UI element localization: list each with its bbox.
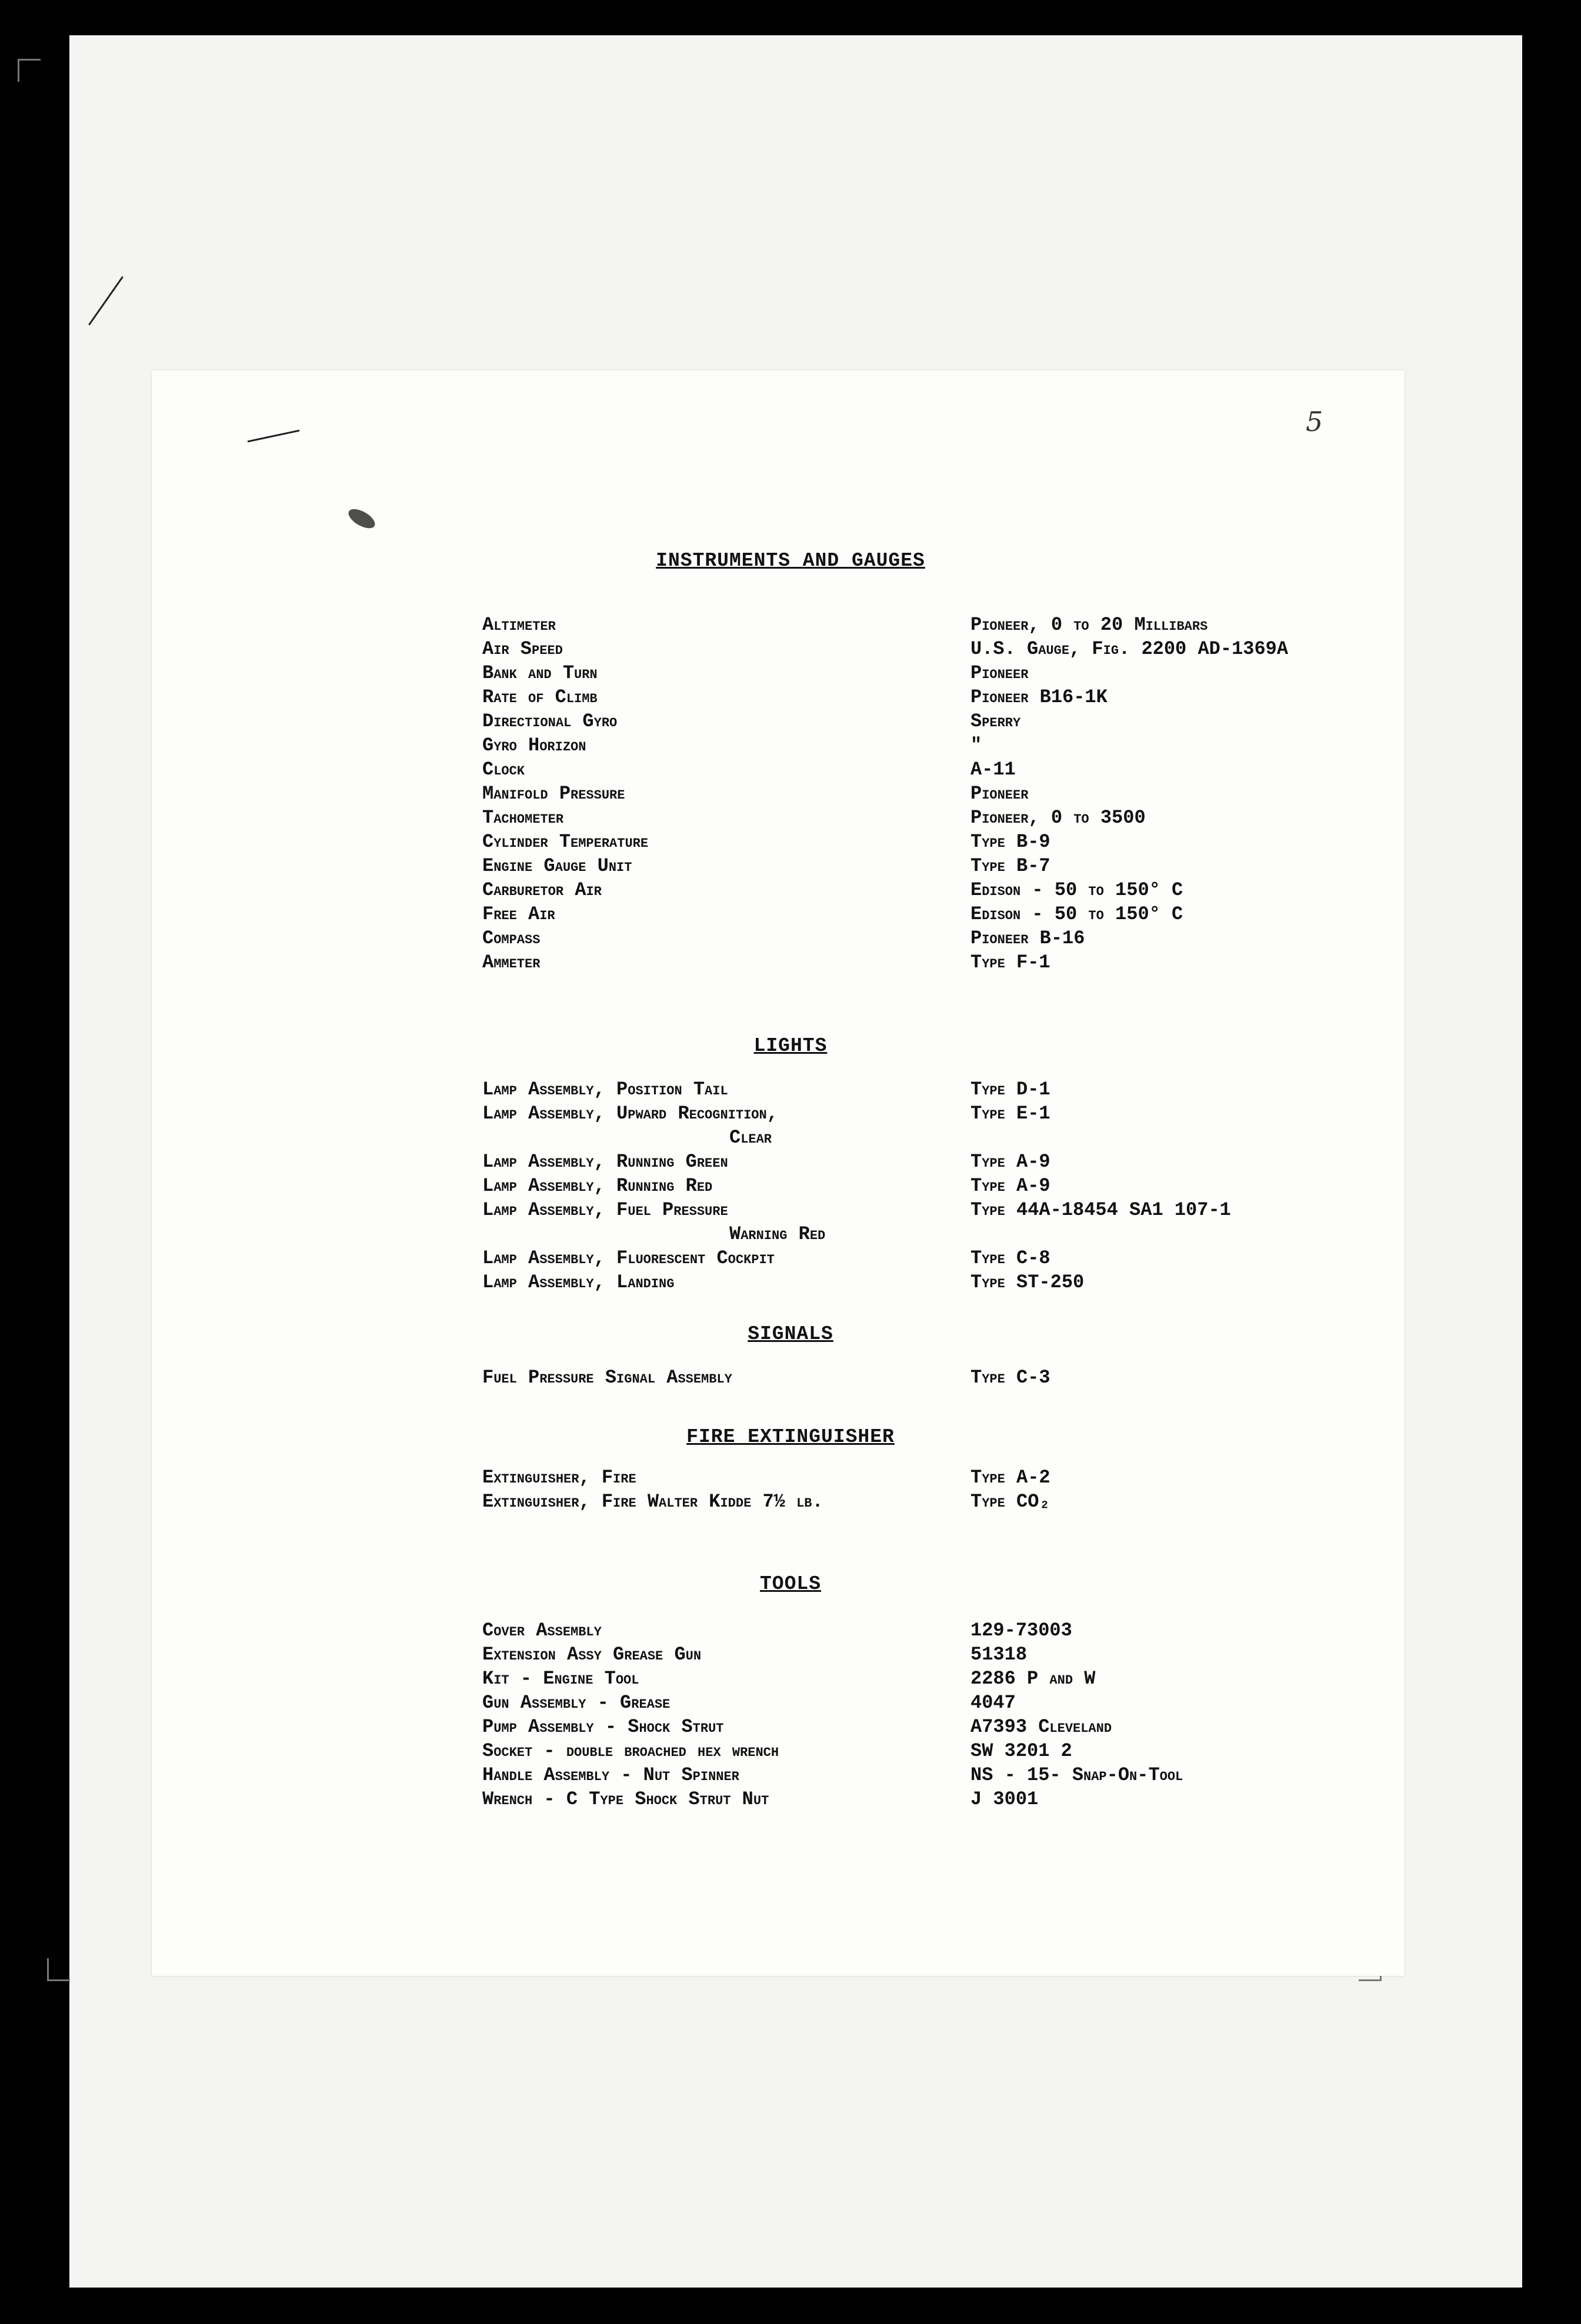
item-label: Lamp Assembly, Upward Recognition, — [482, 1103, 778, 1124]
item-label: Extension Assy Grease Gun — [482, 1644, 702, 1665]
section-heading-instruments: INSTRUMENTS AND GAUGES — [656, 550, 925, 572]
item-label: Clear — [729, 1127, 772, 1148]
item-label: Lamp Assembly, Running Green — [482, 1151, 728, 1173]
item-label: Cover Assembly — [482, 1620, 602, 1641]
item-value: Type A-9 — [970, 1175, 1050, 1197]
item-value: Edison - 50 to 150° C — [970, 903, 1183, 925]
list-row — [482, 1738, 1353, 1762]
item-value: Pioneer — [970, 662, 1029, 684]
item-value: " — [970, 734, 982, 756]
list-row — [482, 1221, 1353, 1245]
item-value: Type A-2 — [970, 1467, 1050, 1488]
item-label: Pump Assembly - Shock Strut — [482, 1716, 724, 1738]
item-value: Pioneer — [970, 783, 1029, 804]
item-value: Pioneer, 0 to 20 Millibars — [970, 614, 1208, 636]
item-value: Type A-9 — [970, 1151, 1050, 1173]
list-row — [482, 732, 1353, 756]
list-row — [482, 1173, 1353, 1197]
item-value: Type CO₂ — [970, 1491, 1050, 1512]
list-row — [482, 1076, 1353, 1100]
fire-extinguisher-list — [482, 1464, 1353, 1512]
list-row — [482, 684, 1353, 708]
item-label: Kit - Engine Tool — [482, 1668, 639, 1689]
item-label: Air Speed — [482, 638, 563, 660]
item-value: Edison - 50 to 150° C — [970, 879, 1183, 901]
item-label: Warning Red — [729, 1223, 826, 1245]
list-row — [482, 780, 1353, 804]
list-row — [482, 829, 1353, 853]
list-row — [482, 1665, 1353, 1689]
list-row — [482, 660, 1353, 684]
list-row — [482, 901, 1353, 925]
item-label: Compass — [482, 927, 541, 949]
item-value: 4047 — [970, 1692, 1016, 1714]
item-value: Type 44A-18454 SA1 107-1 — [970, 1199, 1231, 1221]
list-row — [482, 1762, 1353, 1786]
list-row — [482, 1197, 1353, 1221]
item-label: Handle Assembly - Nut Spinner — [482, 1764, 739, 1786]
item-label: Manifold Pressure — [482, 783, 625, 804]
list-row — [482, 1269, 1353, 1293]
list-row — [482, 949, 1353, 973]
list-row — [482, 756, 1353, 780]
item-label: Lamp Assembly, Fluorescent Cockpit — [482, 1247, 775, 1269]
item-label: Altimeter — [482, 614, 556, 636]
lights-list — [482, 1076, 1353, 1293]
item-label: Wrench - C Type Shock Strut Nut — [482, 1788, 769, 1810]
list-row — [482, 1124, 1353, 1148]
item-label: Extinguisher, Fire Walter Kidde 7½ lb. — [482, 1491, 823, 1512]
item-value: Pioneer B-16 — [970, 927, 1085, 949]
item-value: Pioneer B16-1K — [970, 686, 1108, 708]
item-value: Type B-7 — [970, 855, 1050, 877]
item-label: Fuel Pressure Signal Assembly — [482, 1367, 732, 1388]
list-row — [482, 1148, 1353, 1173]
list-row — [482, 877, 1353, 901]
item-label: Clock — [482, 759, 525, 780]
item-label: Extinguisher, Fire — [482, 1467, 636, 1488]
list-row — [482, 636, 1353, 660]
item-value: Type E-1 — [970, 1103, 1050, 1124]
item-label: Lamp Assembly, Fuel Pressure — [482, 1199, 728, 1221]
page-number: 5 — [1306, 406, 1323, 438]
instruments-list — [482, 612, 1353, 973]
list-row — [482, 1714, 1353, 1738]
list-row — [482, 925, 1353, 949]
item-label: Socket - double broached hex wrench — [482, 1740, 779, 1762]
item-value: NS - 15- Snap-On-Tool — [970, 1764, 1183, 1786]
section-heading-tools: TOOLS — [759, 1573, 822, 1595]
item-label: Carburetor Air — [482, 879, 602, 901]
list-row — [482, 1245, 1353, 1269]
section-heading-lights: LIGHTS — [753, 1035, 828, 1057]
crop-mark — [47, 1958, 70, 1981]
list-row — [482, 708, 1353, 732]
list-row — [482, 804, 1353, 829]
list-row — [482, 1617, 1353, 1641]
item-value: SW 3201 2 — [970, 1740, 1072, 1762]
signals-list — [482, 1364, 1353, 1388]
item-label: Bank and Turn — [482, 662, 598, 684]
item-label: Free Air — [482, 903, 555, 925]
item-value: Type C-8 — [970, 1247, 1050, 1269]
item-value: Type ST-250 — [970, 1271, 1085, 1293]
list-row — [482, 1786, 1353, 1810]
section-heading-signals: SIGNALS — [748, 1323, 833, 1345]
item-label: Lamp Assembly, Landing — [482, 1271, 675, 1293]
list-row — [482, 1641, 1353, 1665]
item-value: 2286 P and W — [970, 1668, 1096, 1689]
list-row — [482, 1364, 1353, 1388]
item-label: Gyro Horizon — [482, 734, 586, 756]
item-value: Type C-3 — [970, 1367, 1050, 1388]
item-value: A7393 Cleveland — [970, 1716, 1112, 1738]
item-label: Directional Gyro — [482, 710, 618, 732]
list-row — [482, 1100, 1353, 1124]
list-row — [482, 612, 1353, 636]
item-label: Engine Gauge Unit — [482, 855, 632, 877]
item-label: Tachometer — [482, 807, 564, 829]
list-row — [482, 1689, 1353, 1714]
item-value: A-11 — [970, 759, 1016, 780]
item-label: Ammeter — [482, 951, 541, 973]
item-label: Gun Assembly - Grease — [482, 1692, 671, 1714]
item-value: Pioneer, 0 to 3500 — [970, 807, 1146, 829]
list-row — [482, 1488, 1353, 1512]
crop-mark — [18, 59, 41, 82]
item-value: Type D-1 — [970, 1078, 1050, 1100]
item-value: Sperry — [970, 710, 1021, 732]
item-value: Type B-9 — [970, 831, 1050, 853]
item-value: Type F-1 — [970, 951, 1050, 973]
item-value: J 3001 — [970, 1788, 1039, 1810]
item-value: 51318 — [970, 1644, 1028, 1665]
item-label: Cylinder Temperature — [482, 831, 649, 853]
tools-list — [482, 1617, 1353, 1810]
list-row — [482, 853, 1353, 877]
section-heading-fire-extinguisher: FIRE EXTINGUISHER — [686, 1426, 895, 1448]
item-value: 129-73003 — [970, 1620, 1072, 1641]
list-row — [482, 1464, 1353, 1488]
item-label: Lamp Assembly, Position Tail — [482, 1078, 728, 1100]
item-label: Rate of Climb — [482, 686, 598, 708]
item-value: U.S. Gauge, Fig. 2200 AD-1369A — [970, 638, 1289, 660]
item-label: Lamp Assembly, Running Red — [482, 1175, 713, 1197]
